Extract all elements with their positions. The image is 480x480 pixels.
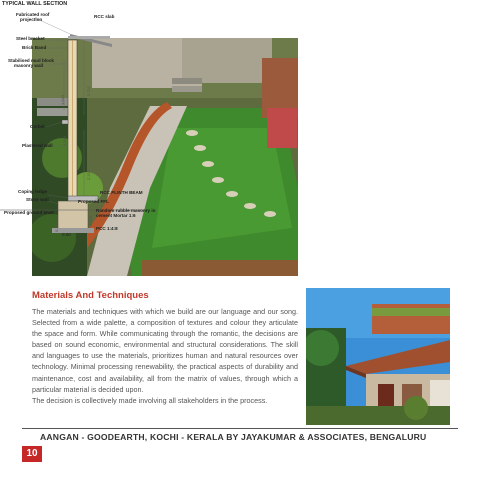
label-proposed-ffl: Proposed FFL [78, 199, 109, 204]
dimension-2: 1.643 [60, 94, 65, 105]
label-brick-band: Brick Band [22, 45, 47, 50]
label-plastered-wall: Plastered wall [22, 143, 53, 148]
label-steel-bracket: Steel bracket [16, 36, 45, 41]
dimension-6: 0.900 [88, 215, 93, 226]
label-rubble-masonry-2: cement Mortar 1:6 [96, 213, 136, 218]
body-paragraph-1: The materials and techniques with which we build are our language and our song. Selected from a wide palette, a composition of textures and colour they articulate the space and form. While communicating through the romantic, the decisions are based on sound economic, environmental and structural considerations. The skill and languages to use the materials, prioritizes human and natural resources over technology. Minimal processing renewability, the practical aspects of durability and maintenance, cost and availability, all from the matrix of values, through which a particular material is decided upon. [32, 307, 298, 394]
label-corbel: Corbel [30, 124, 45, 129]
label-rcc-slab: RCC slab [94, 14, 115, 19]
page-number: 10 [22, 446, 42, 462]
dimension-4: 2.322 [86, 169, 91, 180]
label-coping-ledge: Coping ledge [18, 189, 48, 194]
dimension-3: 3.500 [62, 135, 67, 146]
section-heading: Materials And Techniques [32, 290, 149, 301]
label-rcc-plinth: RCC PLINTH BEAM [100, 190, 143, 195]
label-rubble-masonry: Random rubble masonry in [96, 208, 156, 213]
section-title: TYPICAL WALL SECTION [2, 1, 68, 7]
label-fabricated-roof: Fabricated roof [16, 12, 50, 17]
label-stabilised-block-2: masonry wall [14, 63, 44, 68]
dimension-5: 0.150 [54, 221, 59, 232]
label-pcc: PCC 1:4:8 [96, 226, 118, 231]
dimension-1: 2.751 [86, 85, 91, 96]
label-stone-wall: Stone wall [26, 197, 49, 202]
body-paragraph-2: The decision is collectively made involving all stakeholders in the process. [32, 396, 268, 405]
label-proposed-ground: Proposed ground level [4, 210, 54, 215]
footer-divider [22, 428, 458, 429]
dimension-7: 0.60 [62, 232, 71, 237]
wall-section-drawing [0, 0, 156, 238]
label-stabilised-block: Stabilised mud block [8, 58, 54, 63]
footer-caption: AANGAN - GOODEARTH, KOCHI - KERALA BY JAYAKUMAR & ASSOCIATES, BENGALURU [40, 432, 427, 442]
house-photo [306, 288, 450, 425]
label-fabricated-roof-2: projection [20, 17, 43, 22]
